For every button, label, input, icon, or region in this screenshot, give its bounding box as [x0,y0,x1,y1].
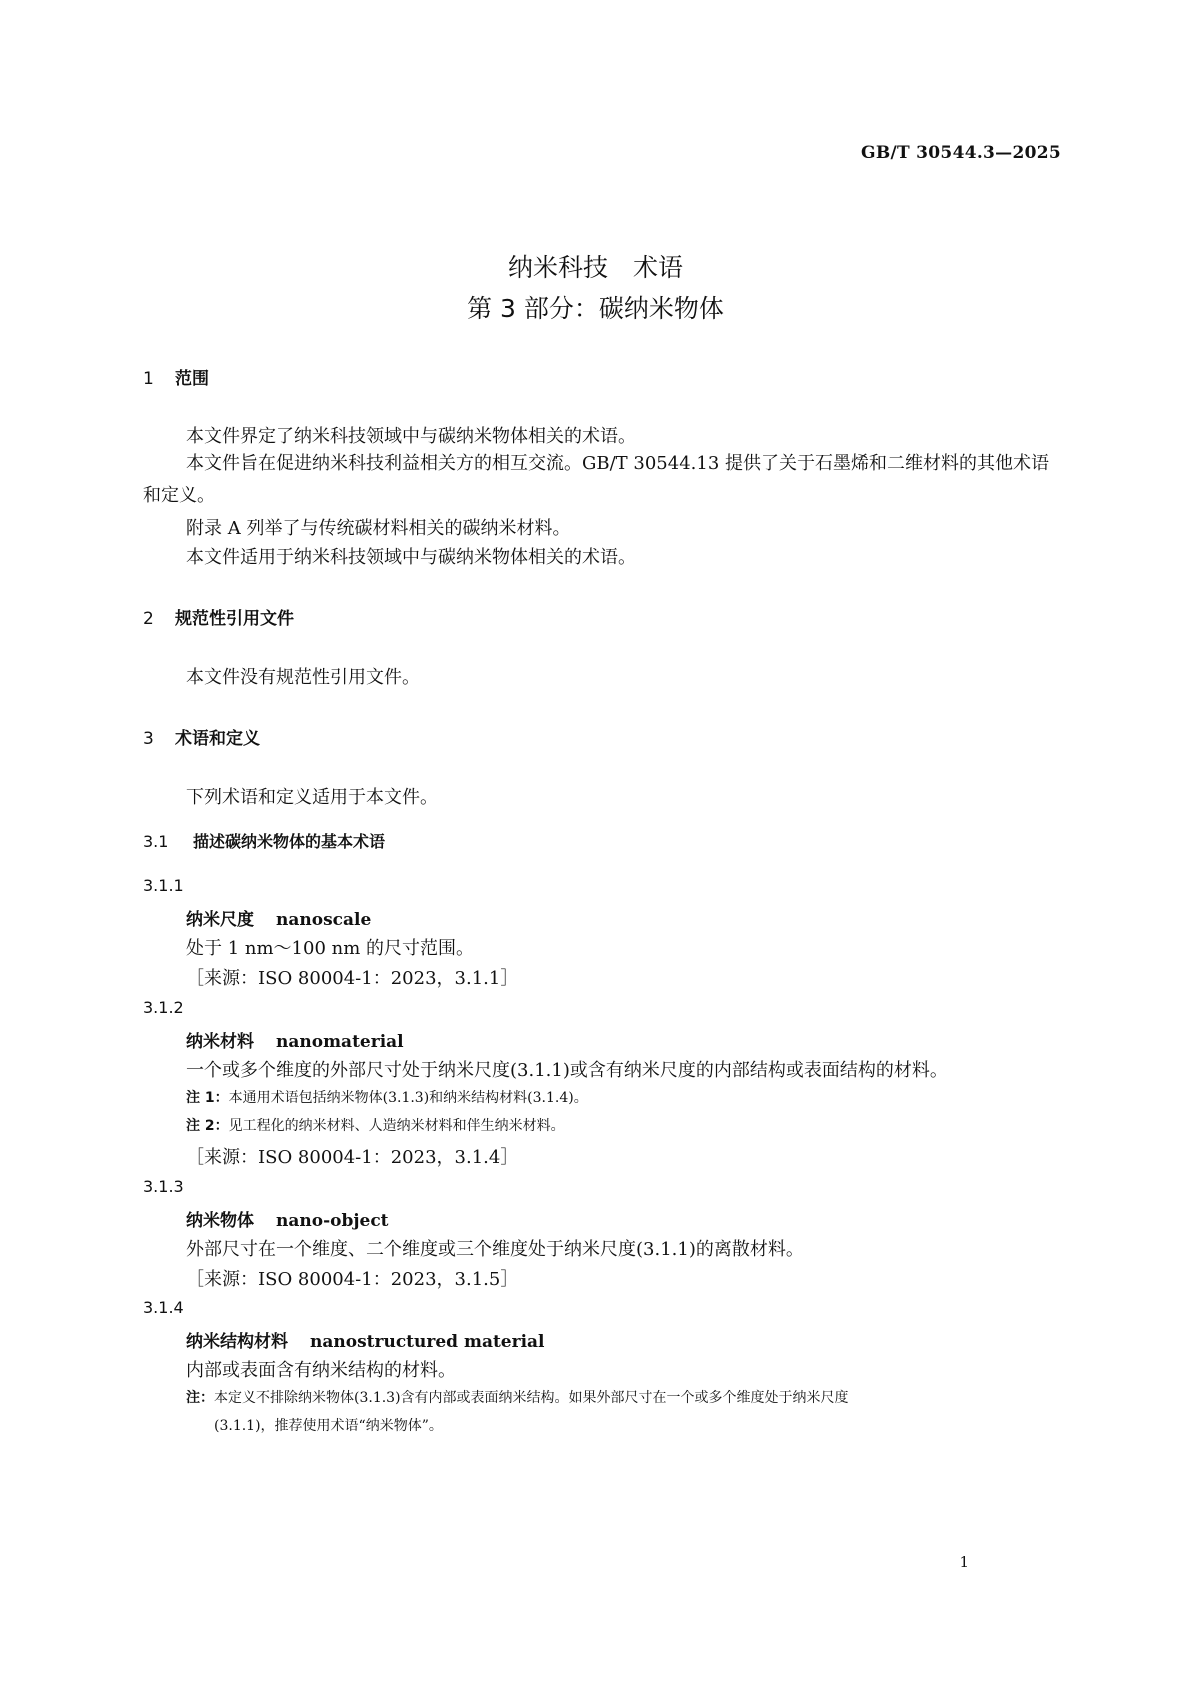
term-name [186,1327,545,1352]
term-number: 3.1.2 [143,998,184,1017]
term-en: nanoscale [276,910,372,930]
section-title: 范围 [175,369,209,389]
note-continuation: (3.1.1)，推荐使用术语“纳米物体”。 [214,1418,443,1434]
note-text: 见工程化的纳米材料、人造纳米材料和伴生纳米材料。 [228,1118,565,1134]
term-definition: 内部或表面含有纳米结构的材料。 [186,1360,456,1381]
term-source: ［来源：ISO 80004-1：2023，3.1.1］ [186,968,519,989]
paragraph: 本文件适用于纳米科技领域中与碳纳米物体相关的术语。 [186,547,636,568]
section-number: 1 [143,369,154,389]
paragraph: 本文件旨在促进纳米科技利益相关方的相互交流。GB/T 30544.13 提供了关于石墨烯和二维材料的其他术语和定义。 [143,453,1050,506]
term-name [186,1027,404,1052]
term-name [186,905,371,930]
clause-title: 描述碳纳米物体的基本术语 [193,832,386,851]
section-number: 2 [143,609,154,629]
term-number: 3.1.3 [143,1177,184,1196]
term-zh: 纳米尺度 [186,910,254,930]
term-definition: 外部尺寸在一个维度、二个维度或三个维度处于纳米尺度(3.1.1)的离散材料。 [186,1239,804,1260]
section-number: 3 [143,729,154,749]
term-definition: 处于 1 nm～100 nm 的尺寸范围。 [186,938,475,959]
term-en: nanostructured material [310,1332,545,1352]
term-definition: 一个或多个维度的外部尺寸处于纳米尺度(3.1.1)或含有纳米尺度的内部结构或表面结构的材料。 [186,1060,948,1081]
term-en: nano-object [276,1211,389,1231]
note-label: 注 1： [186,1090,229,1106]
term-source: ［来源：ISO 80004-1：2023，3.1.4］ [186,1147,519,1168]
term-number: 3.1.1 [143,876,184,895]
paragraph: 下列术语和定义适用于本文件。 [186,787,438,808]
section-1-heading [143,364,209,389]
term-note [186,1087,588,1107]
term-name [186,1206,389,1231]
paragraph: 本文件界定了纳米科技领域中与碳纳米物体相关的术语。 [186,426,636,447]
term-zh: 纳米结构材料 [186,1332,288,1352]
term-number: 3.1.4 [143,1298,184,1317]
note-text: 本定义不排除纳米物体(3.1.3)含有内部或表面纳米结构。如果外部尺寸在一个或多个维度处于纳米尺度 [214,1390,849,1406]
clause-number: 3.1 [143,832,169,851]
term-zh: 纳米物体 [186,1211,254,1231]
page-number: 1 [959,1553,969,1571]
standard-number: GB/T 30544.3—2025 [861,143,1061,163]
title-line-1: 纳米科技 术语 [507,253,683,282]
clause-3-1-heading [143,829,385,852]
term-note [186,1387,849,1407]
section-title: 术语和定义 [175,729,260,749]
term-note [186,1115,565,1135]
section-2-heading [143,604,294,629]
section-3-heading [143,724,260,749]
note-label: 注 2： [186,1118,229,1134]
term-source: ［来源：ISO 80004-1：2023，3.1.5］ [186,1269,519,1290]
note-label: 注： [186,1390,214,1406]
paragraph: 附录 A 列举了与传统碳材料相关的碳纳米材料。 [186,518,571,539]
paragraph: 本文件没有规范性引用文件。 [186,667,420,688]
note-text: 本通用术语包括纳米物体(3.1.3)和纳米结构材料(3.1.4)。 [228,1090,588,1106]
term-en: nanomaterial [276,1032,404,1052]
title-line-2: 第 3 部分：碳纳米物体 [467,294,724,323]
term-zh: 纳米材料 [186,1032,254,1052]
section-title: 规范性引用文件 [175,609,294,629]
